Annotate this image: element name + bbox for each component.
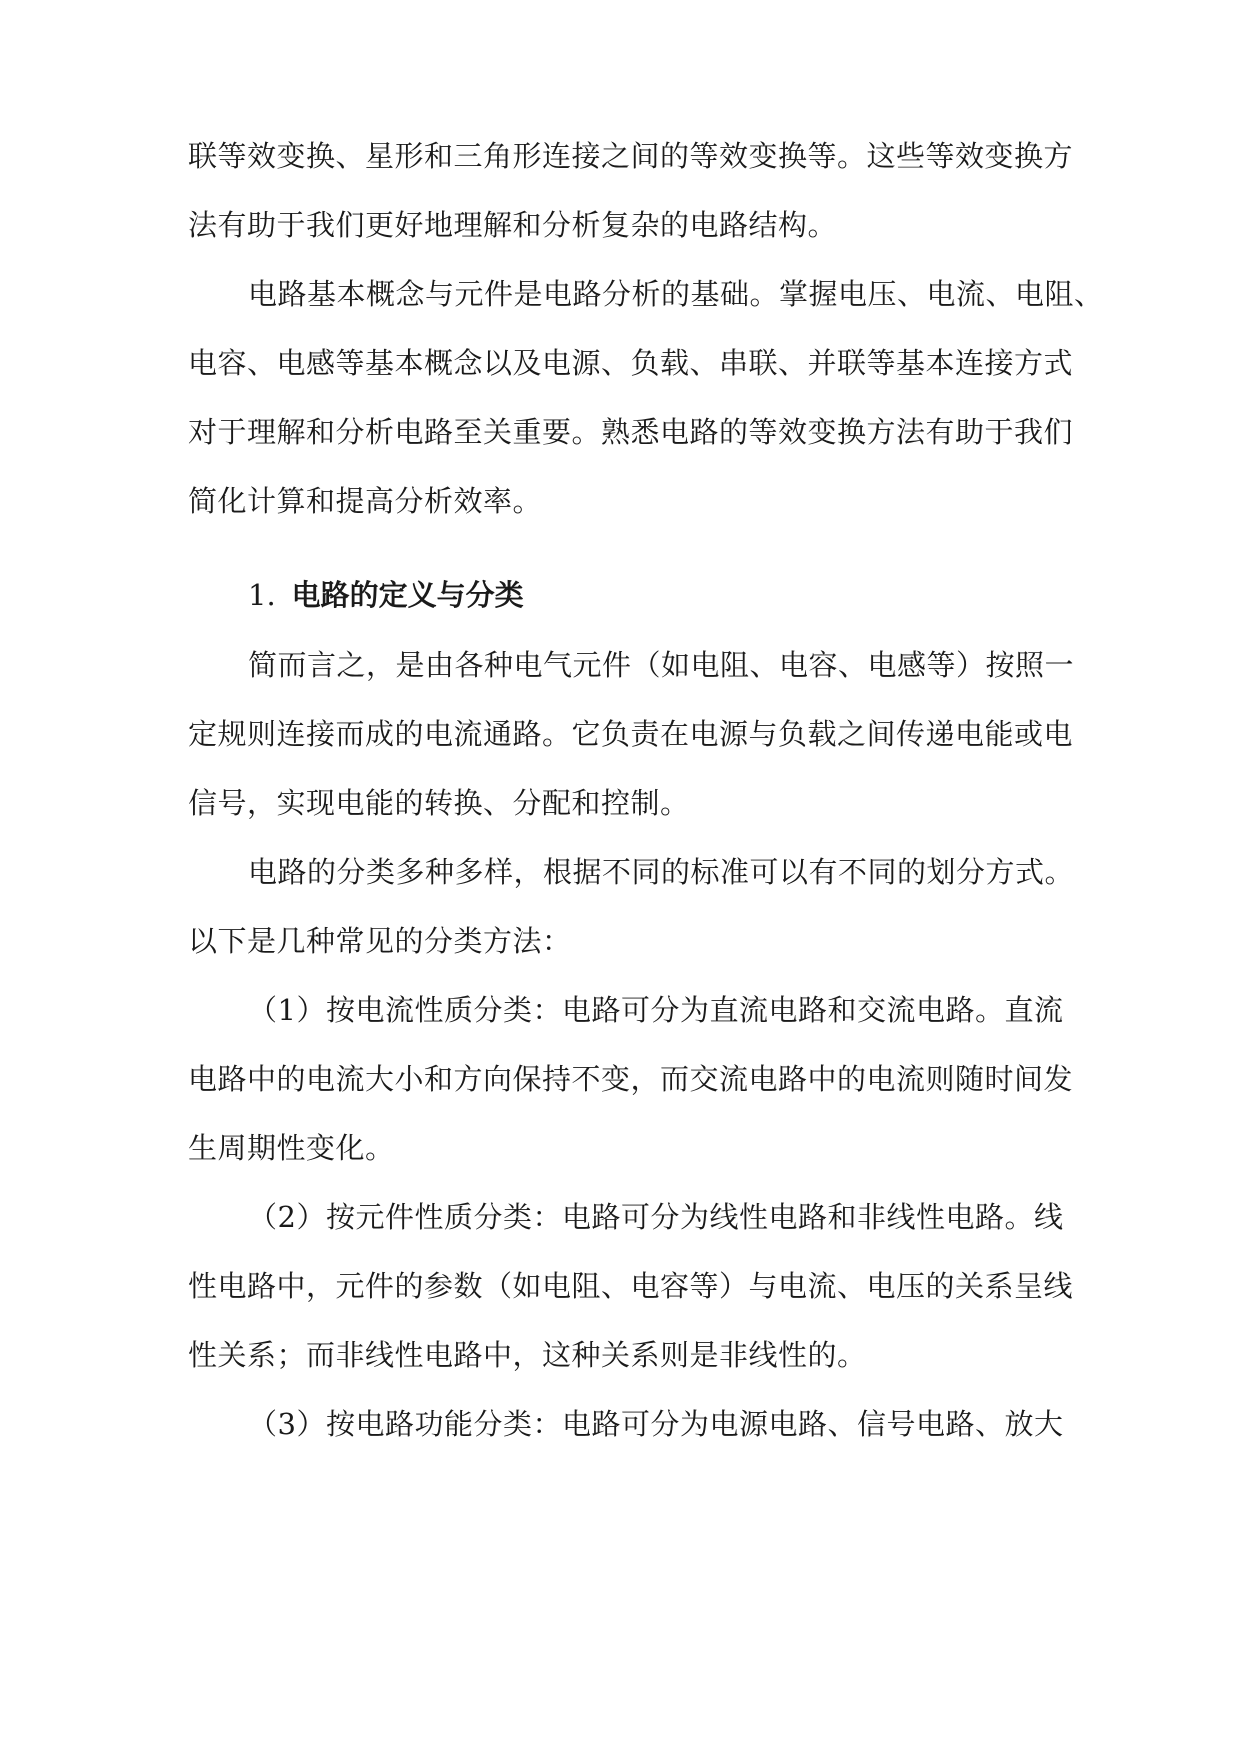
text-line: 生周期性变化。	[188, 1131, 395, 1165]
text-line: 法有助于我们更好地理解和分析复杂的电路结构。	[188, 208, 838, 242]
text-line: 性关系；而非线性电路中，这种关系则是非线性的。	[188, 1338, 867, 1372]
section-title: 电路的定义与分类	[291, 578, 524, 612]
text-line: 简而言之，是由各种电气元件（如电阻、电容、电感等）按照一	[248, 648, 1075, 682]
text-line: 信号，实现电能的转换、分配和控制。	[188, 786, 690, 820]
text-line: （3）按电路功能分类：电路可分为电源电路、信号电路、放大	[248, 1407, 1064, 1441]
text-line: 以下是几种常见的分类方法：	[188, 924, 572, 958]
text-line: 电路中的电流大小和方向保持不变，而交流电路中的电流则随时间发	[188, 1062, 1074, 1096]
text-line: （2）按元件性质分类：电路可分为线性电路和非线性电路。线	[248, 1200, 1064, 1234]
text-line: 电容、电感等基本概念以及电源、负载、串联、并联等基本连接方式	[188, 346, 1074, 380]
section-number: 1.	[248, 578, 276, 612]
text-line: 简化计算和提高分析效率。	[188, 484, 543, 518]
text-line: 性电路中，元件的参数（如电阻、电容等）与电流、电压的关系呈线	[188, 1269, 1074, 1303]
text-line: 定规则连接而成的电流通路。它负责在电源与负载之间传递电能或电	[188, 717, 1074, 751]
text-line: 联等效变换、星形和三角形连接之间的等效变换等。这些等效变换方	[188, 139, 1074, 173]
section-heading	[248, 575, 524, 615]
text-line: 对于理解和分析电路至关重要。熟悉电路的等效变换方法有助于我们	[188, 415, 1074, 449]
text-line: 电路基本概念与元件是电路分析的基础。掌握电压、电流、电阻、	[248, 277, 1104, 311]
text-line: 电路的分类多种多样，根据不同的标准可以有不同的划分方式。	[248, 855, 1075, 889]
text-line: （1）按电流性质分类：电路可分为直流电路和交流电路。直流	[248, 993, 1064, 1027]
